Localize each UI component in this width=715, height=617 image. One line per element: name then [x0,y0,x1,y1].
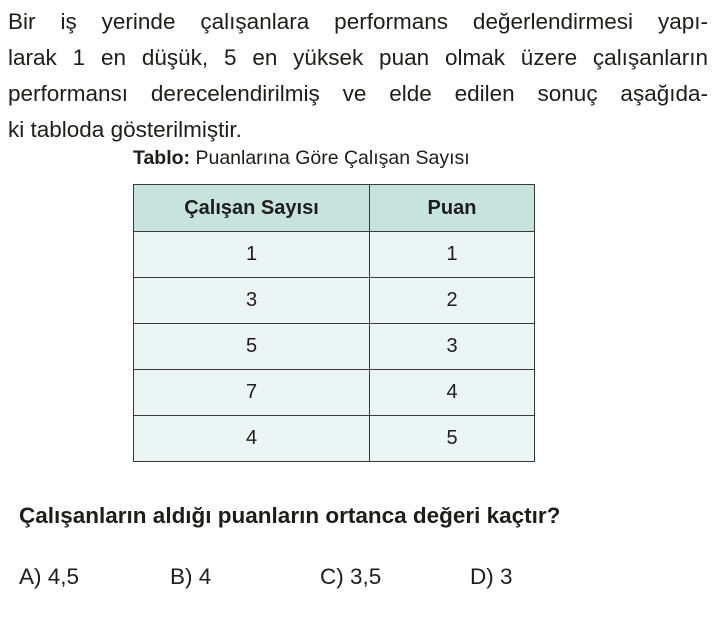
option-a[interactable]: A) 4,5 [19,564,80,589]
table-row [134,232,535,278]
score-table [133,184,535,462]
cell-employee-count: 5 [134,324,370,370]
header-score: Puan [370,185,535,232]
table-row [134,416,535,462]
option-b[interactable]: B) 4 [170,564,212,589]
stem-line-3: performansı derecelendirilmiş ve elde edilen sonuç aşağıda- [8,81,708,106]
question-stem [8,4,708,148]
option-d[interactable]: D) 3 [470,564,513,589]
cell-score: 5 [370,416,535,462]
question-text: Çalışanların aldığı puanların ortanca değeri kaçtır? [19,503,561,528]
table-caption-label: Tablo: [133,147,191,169]
table-caption [133,145,470,171]
cell-score: 4 [370,370,535,416]
stem-line-2: larak 1 en düşük, 5 en yüksek puan olmak üzere çalışanların [8,45,708,70]
table-header-row [134,185,535,232]
cell-employee-count: 3 [134,278,370,324]
cell-score: 3 [370,324,535,370]
stem-line-4: ki tabloda gösterilmiştir. [8,117,242,142]
cell-score: 1 [370,232,535,278]
table-row [134,324,535,370]
option-c[interactable]: C) 3,5 [320,564,382,589]
table-row [134,370,535,416]
cell-employee-count: 1 [134,232,370,278]
cell-employee-count: 4 [134,416,370,462]
answer-options [0,560,715,596]
table-caption-text: Puanlarına Göre Çalışan Sayısı [190,147,470,169]
header-employee-count: Çalışan Sayısı [134,185,370,232]
stem-line-1: Bir iş yerinde çalışanlara performans değerlendirmesi yapı- [8,9,708,34]
table-row [134,278,535,324]
cell-employee-count: 7 [134,370,370,416]
cell-score: 2 [370,278,535,324]
